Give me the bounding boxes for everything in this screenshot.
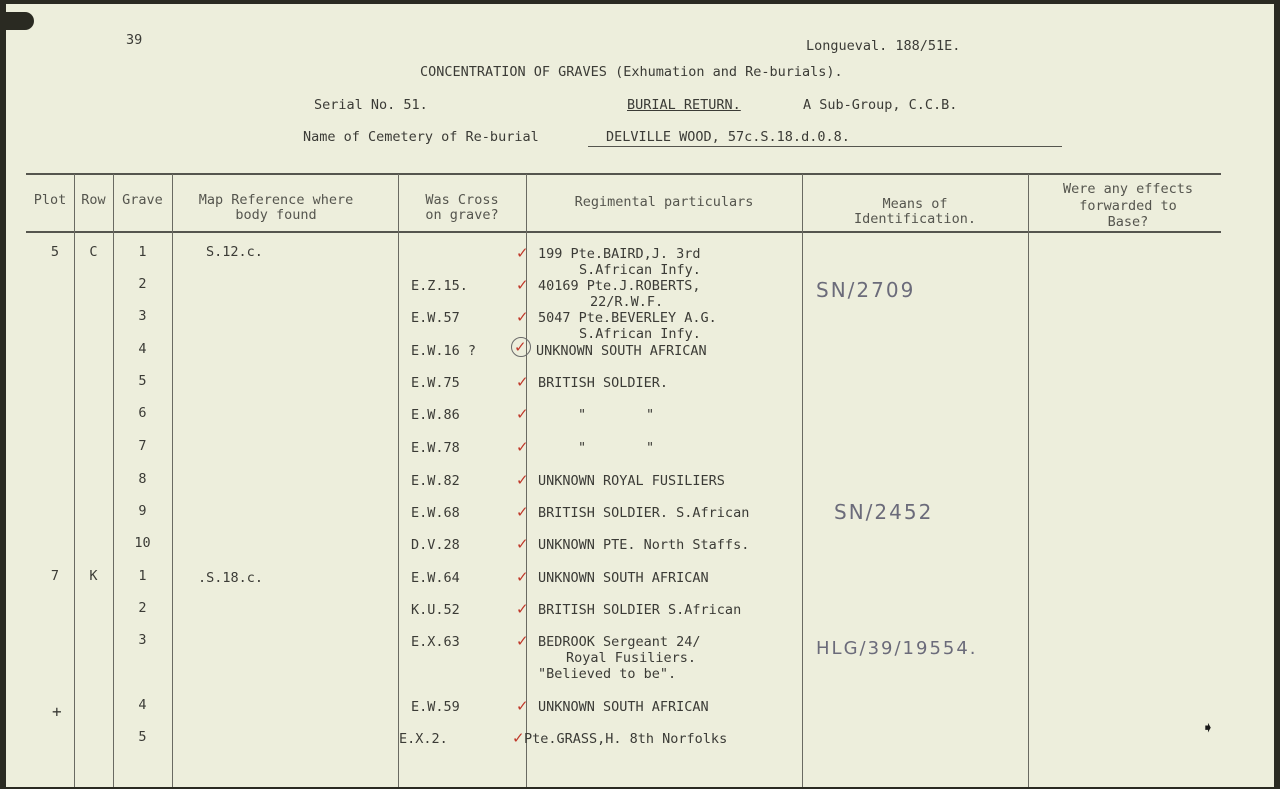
cross-cell: K.U.52: [411, 602, 460, 618]
cemetery-name: DELVILLE WOOD, 57c.S.18.d.0.8.: [606, 129, 850, 145]
pointer-mark-icon: ➧: [1202, 716, 1215, 740]
cross-cell: E.Z.15.: [411, 278, 468, 294]
tick-mark: ✓: [516, 244, 529, 262]
regimental-cell: 5047 Pte.BEVERLEY A.G.: [538, 310, 717, 326]
tick-mark: ✓: [516, 471, 529, 489]
page-number: 39: [126, 32, 143, 48]
cross-cell: E.W.82: [411, 473, 460, 489]
sub-group: A Sub-Group, C.C.B.: [803, 97, 958, 113]
serial-number: Serial No. 51.: [314, 97, 428, 113]
grave-cell: 1: [138, 244, 147, 260]
punch-hole: [6, 12, 34, 30]
margin-mark: +: [52, 702, 62, 721]
regimental-cell: UNKNOWN PTE. North Staffs.: [538, 537, 750, 553]
grave-cell: 3: [138, 308, 147, 324]
grave-cell: 4: [138, 697, 147, 713]
cross-cell: E.W.68: [411, 505, 460, 521]
col-rule: [802, 174, 803, 787]
grave-cell: 9: [138, 503, 147, 519]
table-top-rule: [26, 173, 1221, 175]
grave-cell: 1: [138, 568, 147, 584]
col-rule: [398, 174, 399, 787]
regimental-cell-line2: S.African Infy.: [579, 262, 701, 278]
col-rule: [74, 174, 75, 787]
grave-cell: 2: [138, 276, 147, 292]
handwritten-identification: HLG/39/19554.: [816, 638, 978, 659]
regimental-cell: 40169 Pte.J.ROBERTS,: [538, 278, 701, 294]
regimental-cell-ditto: ": [646, 440, 655, 456]
cross-cell: E.W.86: [411, 407, 460, 423]
plot-cell: 5: [50, 244, 60, 260]
col-header-effects-2: forwarded to: [1079, 198, 1177, 214]
map-ref-cell: .S.18.c.: [198, 570, 264, 586]
tick-mark: ✓: [516, 373, 529, 391]
col-header-means: Means of: [882, 196, 948, 212]
cross-cell: E.X.63: [411, 634, 460, 650]
regimental-cell: ": [578, 407, 587, 423]
regimental-cell: 199 Pte.BAIRD,J. 3rd: [538, 246, 701, 262]
regimental-cell-ditto: ": [646, 407, 655, 423]
regimental-cell: UNKNOWN SOUTH AFRICAN: [536, 343, 707, 359]
cross-cell: D.V.28: [411, 537, 460, 553]
cross-cell: E.W.57: [411, 310, 460, 326]
grave-cell: 7: [138, 438, 147, 454]
row-cell: K: [89, 568, 98, 584]
cross-cell: E.W.64: [411, 570, 460, 586]
tick-mark: ✓: [516, 535, 529, 553]
cemetery-underline: [588, 146, 1062, 147]
burial-return-sheet: [6, 4, 1274, 787]
row-cell: C: [89, 244, 98, 260]
col-header-cross-2: on grave?: [425, 207, 499, 223]
cemetery-label: Name of Cemetery of Re-burial: [303, 129, 539, 145]
regimental-cell: BRITISH SOLDIER S.African: [538, 602, 742, 618]
col-header-map-ref: Map Reference where: [198, 192, 354, 208]
regimental-cell-line3: "Believed to be".: [538, 666, 677, 682]
tick-mark: ✓: [516, 503, 529, 521]
tick-mark: ✓: [512, 729, 525, 747]
tick-mark: ✓: [516, 600, 529, 618]
grave-cell: 2: [138, 600, 147, 616]
cross-cell: E.W.16 ?: [411, 343, 477, 359]
regimental-cell: Pte.GRASS,H. 8th Norfolks: [524, 731, 728, 747]
regimental-cell-line2: 22/R.W.F.: [590, 294, 664, 310]
col-header-grave: Grave: [122, 192, 163, 208]
return-type: BURIAL RETURN.: [627, 97, 741, 113]
grave-cell: 4: [138, 341, 147, 357]
tick-mark: ✓: [516, 632, 529, 650]
document-title: CONCENTRATION OF GRAVES (Exhumation and Re-burials).: [420, 64, 843, 80]
regimental-cell: ": [578, 440, 587, 456]
cross-cell: E.W.78: [411, 440, 460, 456]
grave-cell: 8: [138, 471, 147, 487]
tick-mark: ✓: [516, 308, 529, 326]
cross-cell: E.X.2.: [399, 731, 448, 747]
col-header-map-ref-2: body found: [235, 207, 317, 223]
col-header-effects: Were any effects: [1062, 181, 1194, 197]
tick-mark: ✓: [516, 568, 529, 586]
cross-cell: E.W.59: [411, 699, 460, 715]
regimental-cell: BRITISH SOLDIER.: [538, 375, 669, 391]
col-header-cross: Was Cross: [425, 192, 499, 208]
regimental-cell-line2: Royal Fusiliers.: [566, 650, 697, 666]
regimental-cell: UNKNOWN SOUTH AFRICAN: [538, 570, 709, 586]
tick-mark: ✓: [514, 338, 527, 356]
tick-mark: ✓: [516, 405, 529, 423]
regimental-cell: UNKNOWN SOUTH AFRICAN: [538, 699, 709, 715]
table-header-rule: [26, 231, 1221, 233]
col-rule: [172, 174, 173, 787]
regimental-cell: BRITISH SOLDIER. S.African: [538, 505, 750, 521]
grave-cell: 5: [138, 729, 147, 745]
col-header-row: Row: [81, 192, 106, 208]
regimental-cell: UNKNOWN ROYAL FUSILIERS: [538, 473, 725, 489]
handwritten-identification: SN/2709: [816, 278, 916, 302]
tick-mark: ✓: [516, 697, 529, 715]
handwritten-identification: SN/2452: [834, 500, 934, 524]
col-rule: [1028, 174, 1029, 787]
grave-cell: 10: [134, 535, 151, 551]
location-reference: Longueval. 188/51E.: [806, 38, 961, 54]
col-header-plot: Plot: [33, 192, 67, 208]
grave-cell: 6: [138, 405, 147, 421]
cross-cell: E.W.75: [411, 375, 460, 391]
regimental-cell: BEDROOK Sergeant 24/: [538, 634, 701, 650]
map-ref-cell: S.12.c.: [206, 244, 263, 260]
col-header-regimental: Regimental particulars: [574, 194, 754, 210]
tick-mark: ✓: [516, 276, 529, 294]
grave-cell: 3: [138, 632, 147, 648]
col-header-effects-3: Base?: [1107, 214, 1149, 230]
tick-mark: ✓: [516, 438, 529, 456]
plot-cell: 7: [50, 568, 60, 584]
col-header-means-2: Identification.: [854, 211, 976, 227]
grave-cell: 5: [138, 373, 147, 389]
regimental-cell-line2: S.African Infy.: [579, 326, 701, 342]
